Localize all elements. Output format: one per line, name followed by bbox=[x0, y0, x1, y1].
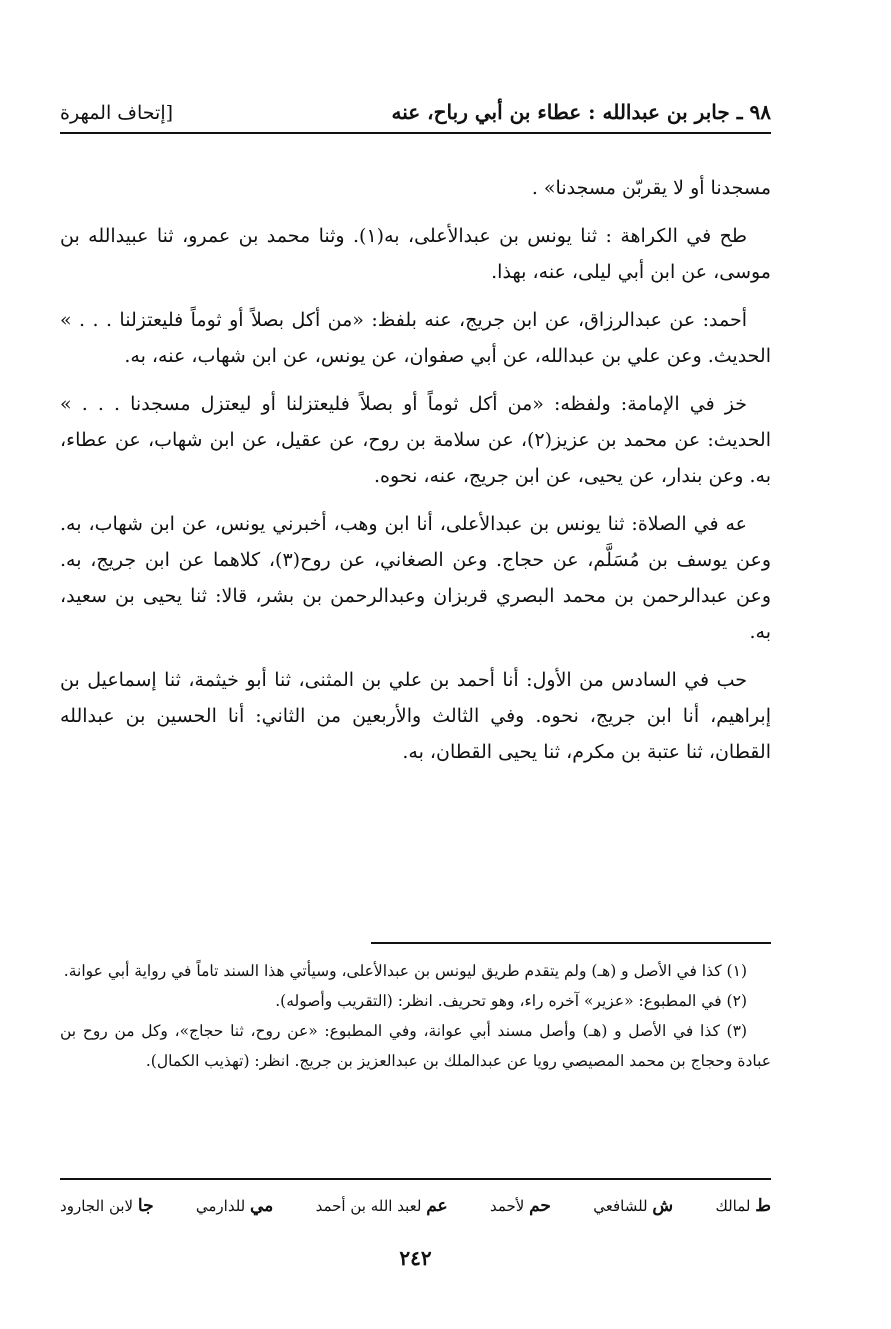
page-number: ٢٤٢ bbox=[399, 1246, 432, 1270]
abbreviation-item: حم لأحمد bbox=[489, 1196, 551, 1216]
paragraph: أحمد: عن عبدالرزاق، عن ابن جريج، عنه بلفظ: «من أكل بصلاً أو ثوماً فليعتزلنا . . . » الحديث. وعن علي بن عبدالله، عن أبي صفوان، عن يونس، عن ابن شهاب، عنه، به. bbox=[60, 309, 771, 367]
book-title: [إتحاف المهرة bbox=[60, 102, 174, 124]
paragraph: مسجدنا أو لا يقربّن مسجدنا» . bbox=[531, 177, 771, 199]
paragraph: طح في الكراهة : ثنا يونس بن عبدالأعلى، به(١). وثنا محمد بن عمرو، ثنا عبيدالله بن موسى، عن ابن أبي ليلى، عنه، بهذا. bbox=[60, 225, 771, 283]
book-page bbox=[60, 0, 771, 1329]
footnote: (٣) كذا في الأصل و (هـ) وأصل مسند أبي عوانة، وفي المطبوع: «عن روح، ثنا حجاج»، وكل من روح بن عبادة وحجاج بن محمد المصيصي رويا عن عبدالملك بن عبدالعزيز بن جريج. انظر: (تهذيب الكمال). bbox=[60, 1022, 771, 1070]
footer-rule bbox=[60, 1178, 771, 1180]
paragraph: حب في السادس من الأول: أنا أحمد بن علي بن المثنى، ثنا أبو خيثمة، ثنا إسماعيل بن إبراهيم، أنا ابن جريج، نحوه. وفي الثالث والأربعين من الثاني: أنا الحسين بن عبدالله القطان، ثنا عتبة بن مكرم، ثنا يحيى القطان، به. bbox=[60, 669, 771, 763]
paragraph: عه في الصلاة: ثنا يونس بن عبدالأعلى، أنا ابن وهب، أخبرني يونس، عن ابن شهاب، به. وعن يوسف بن مُسَلَّم، عن حجاج. وعن الصغاني، عن روح(٣)، كلاهما عن ابن جريج، به. وعن عبدالرحمن بن محمد البصري قربزان وعبدالرحمن بن بشر، قالا: ثنا يحيى بن سعيد، به. bbox=[60, 513, 771, 643]
chapter-title: ٩٨ ـ جابر بن عبدالله : عطاء بن أبي رباح، عنه bbox=[391, 100, 771, 124]
abbreviation-item: جا لابن الجارود bbox=[60, 1196, 154, 1216]
footnote: (١) كذا في الأصل و (هـ) ولم يتقدم طريق ليونس بن عبدالأعلى، وسيأتي هذا السند تاماً في رواية أبي عوانة. bbox=[63, 962, 747, 980]
header-rule bbox=[60, 132, 771, 134]
abbreviation-item: ط لمالك bbox=[715, 1196, 771, 1216]
running-header bbox=[60, 88, 771, 124]
abbreviation-key bbox=[60, 1196, 771, 1216]
footnote-separator bbox=[371, 942, 771, 944]
paragraph: خز في الإمامة: ولفظه: «من أكل ثوماً أو بصلاً فليعتزلنا أو ليعتزل مسجدنا . . . » الحديث: عن محمد بن عزيز(٢)، عن سلامة بن روح، عن عقيل، عن ابن شهاب، عن عطاء، به. وعن بندار، عن يحيى، عن ابن جريج، عنه، نحوه. bbox=[60, 393, 771, 487]
abbreviation-item: مي للدارمي bbox=[195, 1196, 274, 1216]
main-text bbox=[60, 170, 771, 782]
abbreviation-item: عم لعبد الله بن أحمد bbox=[315, 1196, 448, 1216]
footnotes bbox=[60, 956, 771, 1076]
footnote: (٢) في المطبوع: «عزير» آخره راء، وهو تحريف. انظر: (التقريب وأصوله). bbox=[275, 992, 747, 1010]
abbreviation-item: ش للشافعي bbox=[593, 1196, 674, 1216]
